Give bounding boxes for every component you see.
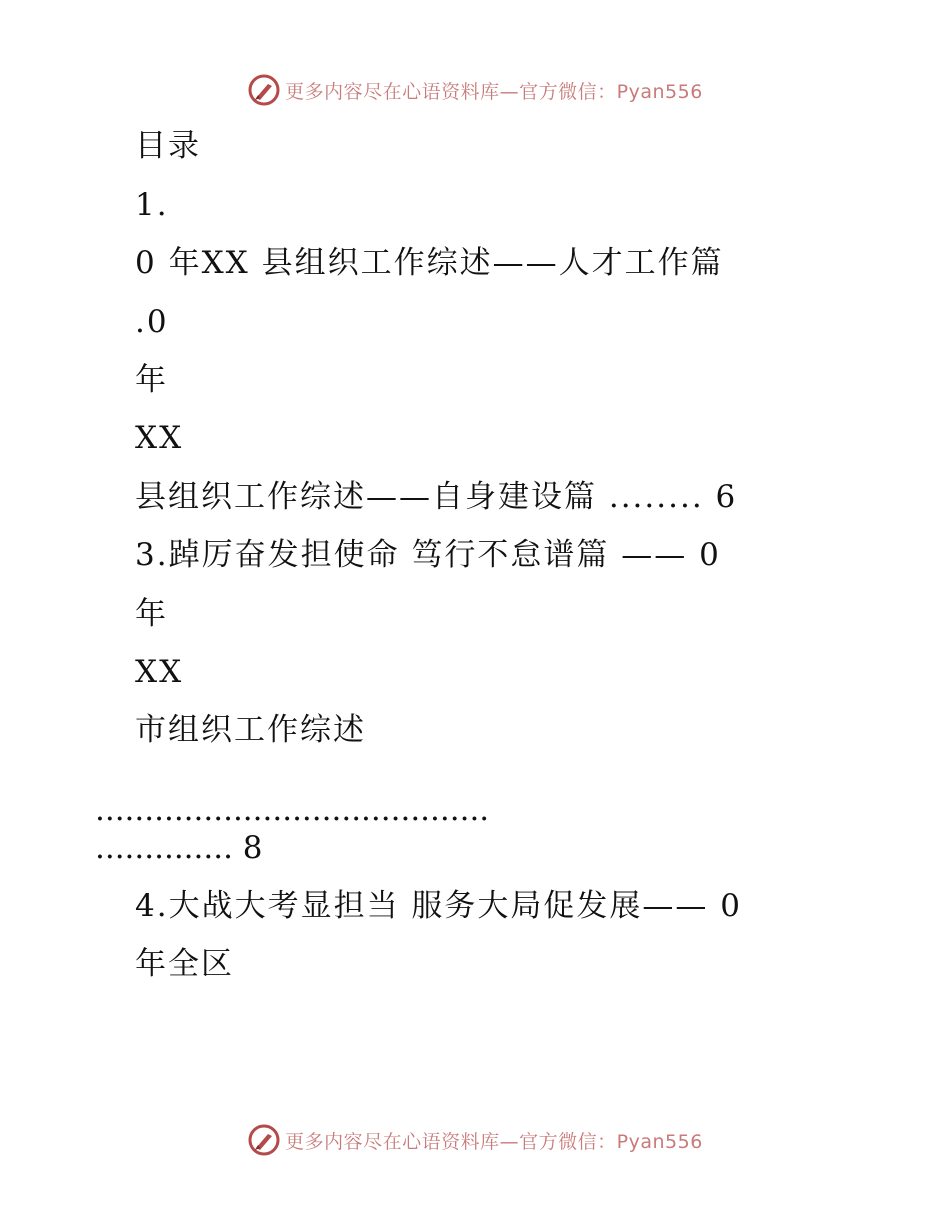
toc-line: 1. (135, 187, 169, 223)
toc-line: 年 (135, 596, 168, 632)
toc-line: 县组织工作综述——自身建设篇 ........ 6 (135, 479, 738, 515)
toc-title: 目录 (135, 128, 201, 164)
toc-line: 0 年XX 县组织工作综述——人才工作篇 (135, 245, 724, 281)
toc-leader-dots: ........................................ (95, 792, 490, 828)
header-banner-text: 更多内容尽在心语资料库—官方微信：Pyan556 (285, 80, 703, 103)
toc-line: 年全区 (135, 946, 234, 982)
footer-banner (0, 1120, 950, 1160)
pen-nib-logo-icon (247, 1123, 281, 1157)
pen-nib-logo-icon (247, 73, 281, 107)
toc-line: 年 (135, 362, 168, 398)
toc-line: XX (135, 654, 184, 690)
header-banner (0, 70, 950, 110)
toc-line: 市组织工作综述 (135, 712, 366, 748)
toc-leader-dots-page: .............. 8 (95, 830, 263, 866)
footer-banner-text: 更多内容尽在心语资料库—官方微信：Pyan556 (285, 1130, 703, 1153)
toc-line: 4.大战大考显担当 服务大局促发展—— 0 (135, 888, 743, 924)
toc-line: .0 (135, 304, 169, 340)
toc-line: XX (135, 420, 184, 456)
toc-line: 3.踔厉奋发担使命 笃行不怠谱篇 —— 0 (135, 537, 721, 573)
